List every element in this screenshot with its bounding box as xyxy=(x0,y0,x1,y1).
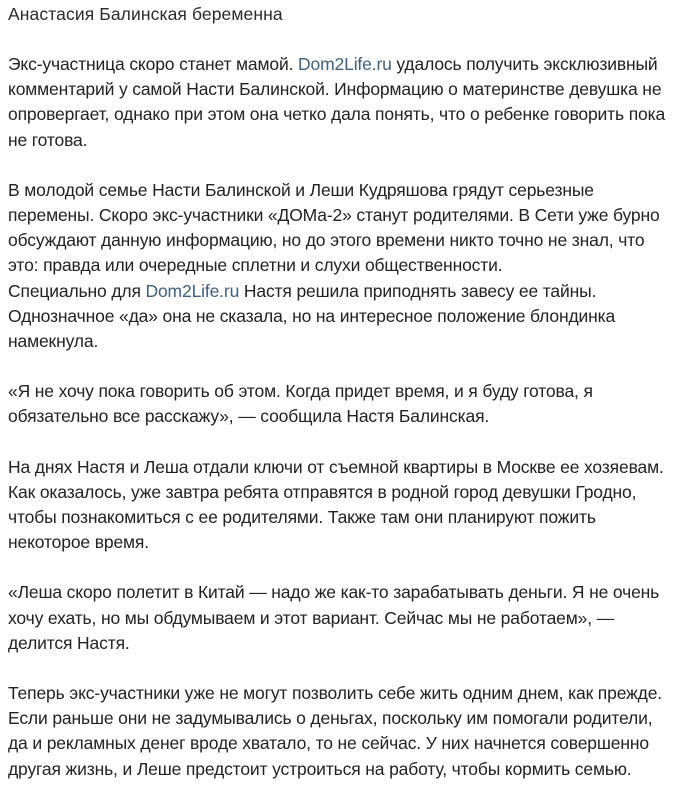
text: удалось получить эксклюзивный xyxy=(391,54,658,74)
text-line: перемены. Скоро экс-участники «ДОМа-2» станут родителями. В Сети уже бурно xyxy=(8,205,660,226)
paragraph-conclusion xyxy=(8,681,691,782)
text-line xyxy=(8,52,691,77)
text-line: Если раньше они не задумывались о деньгах, поскольку им помогали родители, xyxy=(8,708,653,729)
text-line: это: правда или очередные сплетни и слухи общественности. xyxy=(8,255,503,276)
text-line: да и рекламных денег вроде хватало, то не сейчас. У них начнется совершенно xyxy=(8,733,649,754)
article-title: Анастасия Балинская беременна xyxy=(8,4,283,24)
paragraph-family-news xyxy=(8,178,691,279)
text-line: хочу ехать, но мы обдумываем и этот вариант. Сейчас мы не работаем», — xyxy=(8,607,614,628)
dom2life-link[interactable]: Dom2Life.ru xyxy=(145,280,240,301)
paragraph-quote-1 xyxy=(8,379,691,429)
text-line: комментарий у самой Насти Балинской. Информацию о материнстве девушка не xyxy=(8,79,662,100)
text-line: «Леша скоро полетит в Китай — надо же как-то зарабатывать деньги. Я не очень xyxy=(8,582,660,603)
text-line: не готова. xyxy=(8,129,88,150)
text-line: В молодой семье Насти Балинской и Леши Кудряшова грядут серьезные xyxy=(8,179,594,200)
text-line: обязательно все расскажу», — сообщила Настя Балинская. xyxy=(8,406,490,427)
dom2life-link[interactable]: Dom2Life.ru xyxy=(298,54,392,74)
text-line: «Я не хочу пока говорить об этом. Когда придет время, и я буду готова, я xyxy=(8,381,593,402)
text-line: чтобы познакомиться с ее родителями. Также там они планируют пожить xyxy=(8,507,596,528)
paragraph-moving xyxy=(8,455,691,556)
text-line xyxy=(8,279,691,304)
text-line: На днях Настя и Леша отдали ключи от съемной квартиры в Москве ее хозяевам. xyxy=(8,456,664,477)
text-line: опровергает, однако при этом она четко дала понять, что о ребенке говорить пока xyxy=(8,104,666,125)
text-line: Теперь экс-участники уже не могут позволить себе жить одним днем, как прежде. xyxy=(8,683,663,704)
text-line: намекнула. xyxy=(8,331,99,352)
text: Экс-участница скоро станет мамой. xyxy=(8,54,299,74)
text-line: некоторое время. xyxy=(8,532,149,553)
paragraph-intro xyxy=(8,52,691,153)
text-line: другая жизнь, и Леше предстоит устроиться на работу, чтобы кормить семью. xyxy=(8,758,632,779)
text: Настя решила приподнять завесу ее тайны. xyxy=(239,280,597,301)
text-line: Однозначное «да» она не сказала, но на интересное положение блондинка xyxy=(8,305,616,326)
text: Специально для xyxy=(8,280,146,301)
text-line: Как оказалось, уже завтра ребята отправятся в родной город девушки Гродно, xyxy=(8,481,637,502)
paragraph-quote-2 xyxy=(8,580,691,656)
text-line: обсуждают данную информацию, но до этого времени никто точно не знал, что xyxy=(8,230,645,251)
text-line: делится Настя. xyxy=(8,632,130,653)
paragraph-exclusive xyxy=(8,279,691,355)
